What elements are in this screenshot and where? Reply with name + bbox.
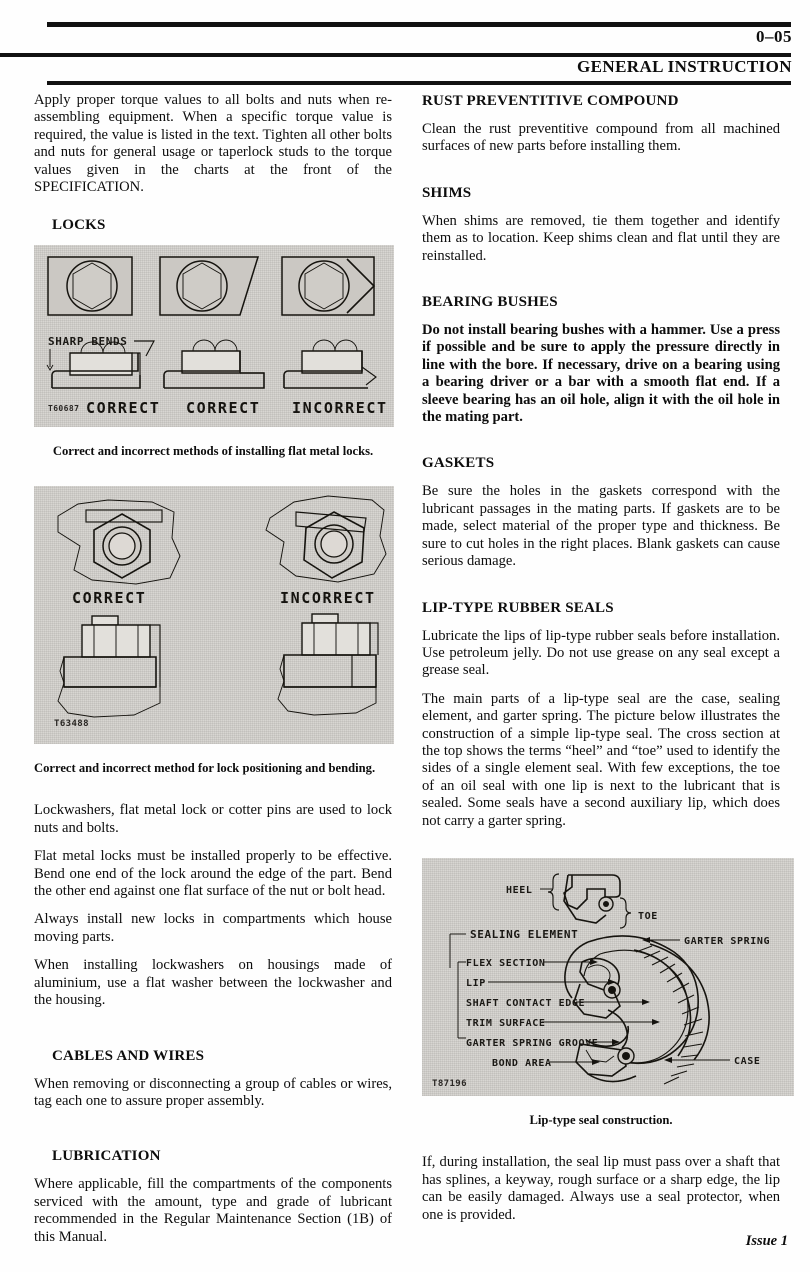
figure2-label-correct: CORRECT	[72, 588, 147, 607]
figure1-label-correct-1: CORRECT	[86, 399, 161, 418]
intro-paragraph: Apply proper torque values to all bolts and nuts when re-assembling equipment. When a specific torque value is required, the value is listed in the text. Tighten all other bolts and nuts for general usage or taperlock studs to the torque values given in the charts at the front of the SPECIFICATION.	[34, 92, 392, 196]
page-number: 0–05	[756, 27, 792, 46]
figure3-label-garter-spring-groove: GARTER SPRING GROOVE	[466, 1037, 599, 1049]
figure1-plate-number: T60687	[48, 404, 80, 414]
heading-lubrication: LUBRICATION	[52, 1148, 161, 1165]
figure3-label-bond-area: BOND AREA	[492, 1057, 552, 1069]
header-rule-bottom	[47, 81, 791, 85]
figure3-label-sealing-element: SEALING ELEMENT	[470, 927, 579, 941]
figure1-caption: Correct and incorrect methods of installing flat metal locks.	[52, 444, 374, 459]
paragraph-cables: When removing or disconnecting a group of cables or wires, tag each one to assure proper assembly.	[34, 1075, 392, 1109]
figure-lip-type-seal	[422, 858, 794, 1096]
figure-lock-positioning	[34, 486, 394, 744]
paragraph-lubricate-lips: Lubricate the lips of lip-type rubber seals before installation. Use petroleum jelly. Do not use grease on any seal except a grease seal.	[422, 627, 780, 679]
paragraph-aluminium: When installing lockwashers on housings made of aluminium, use a flat washer between the lockwasher and the housing.	[34, 957, 392, 1009]
figure2-caption: Correct and incorrect method for lock positioning and bending.	[34, 760, 376, 775]
paragraph-bearing-bushes: Do not install bearing bushes with a hammer. Use a press if possible and be sure to apply the pressure directly in line with the bore. If necessary, drive on a bearing using a bearing driver or a bar with a smooth flat end. If a sleeve bearing has an oil hole, align it with the oil hole in the mating part.	[422, 322, 780, 426]
left-column	[34, 92, 392, 1257]
figure3-label-garter-spring: GARTER SPRING	[684, 935, 771, 947]
figure-flat-metal-locks	[34, 245, 394, 427]
figure2-plate-number: T63488	[54, 718, 89, 729]
figure3-label-trim-surface: TRIM SURFACE	[466, 1017, 546, 1029]
heading-lip-type-rubber-seals: LIP-TYPE RUBBER SEALS	[422, 599, 614, 616]
figure2-label-incorrect: INCORRECT	[280, 588, 376, 607]
figure3-plate-number: T87196	[432, 1078, 467, 1089]
paragraph-lubrication: Where applicable, fill the compartments of the components serviced with the amount, type and grade of lubricant recommended in the Regular Maintenance Section (1B) of this Manual.	[34, 1176, 392, 1245]
header-rule-top	[47, 22, 791, 27]
heading-bearing-bushes: BEARING BUSHES	[422, 294, 558, 311]
paragraph-seal-protector: If, during installation, the seal lip must pass over a shaft that has splines, a keyway, rough surface or a sharp edge, the lip can be easily damaged. Always use a seal protector, when one is provided.	[422, 1154, 780, 1223]
figure3-label-shaft-contact-edge: SHAFT CONTACT EDGE	[466, 997, 586, 1009]
figure1-label-incorrect: INCORRECT	[292, 399, 388, 418]
heading-cables-and-wires: CABLES AND WIRES	[52, 1047, 205, 1064]
page-title: GENERAL INSTRUCTION	[577, 57, 792, 76]
paragraph-lockwashers: Lockwashers, flat metal lock or cotter pins are used to lock nuts and bolts.	[34, 802, 392, 836]
figure3-label-toe: TOE	[638, 910, 658, 922]
heading-rust-preventitive-compound: RUST PREVENTITIVE COMPOUND	[422, 93, 679, 109]
heading-shims: SHIMS	[422, 184, 472, 201]
figure3-caption: Lip-type seal construction.	[529, 1112, 673, 1127]
figure3-label-lip: LIP	[466, 977, 486, 989]
paragraph-new-locks: Always install new locks in compartments which house moving parts.	[34, 911, 392, 945]
right-column	[422, 92, 780, 1235]
paragraph-rust: Clean the rust preventitive compound from all machined surfaces of new parts before installing them.	[422, 121, 780, 155]
issue-label: Issue 1	[745, 1233, 788, 1249]
figure3-label-flex-section: FLEX SECTION	[466, 957, 546, 969]
figure1-label-sharp-bends: SHARP BENDS	[48, 335, 128, 349]
paragraph-flat-locks: Flat metal locks must be installed properly to be effective. Bend one end of the lock around the edge of the part. Bend the other end against one flat surface of the nut or bolt head.	[34, 848, 392, 900]
figure3-label-heel: HEEL	[506, 884, 533, 896]
paragraph-shims: When shims are removed, tie them together and identify them as to location. Keep shims clean and flat until they are reinstalled.	[422, 212, 780, 264]
paragraph-main-parts: The main parts of a lip-type seal are the case, sealing element, and garter spring. The picture below illustrates the construction of a simple lip-type seal. The cross section at the top shows the terms “heel” and “toe” used to identify the sides of a single element seal. With few exceptions, the toe of an oil seal with one lip is next to the lubricant that is sealed. Some seals have a second auxiliary lip, which does not carry a garter spring.	[422, 690, 780, 829]
figure1-label-correct-2: CORRECT	[186, 399, 261, 418]
heading-gaskets: GASKETS	[422, 455, 495, 472]
paragraph-gaskets: Be sure the holes in the gaskets correspond with the lubricant passages in the mating parts. If gaskets are to be made, select material of the proper type and thickness. Be sure to cut holes in the right places. Blank gaskets can cause serious damage.	[422, 483, 780, 570]
heading-locks: LOCKS	[52, 217, 106, 234]
figure3-label-case: CASE	[734, 1055, 761, 1067]
